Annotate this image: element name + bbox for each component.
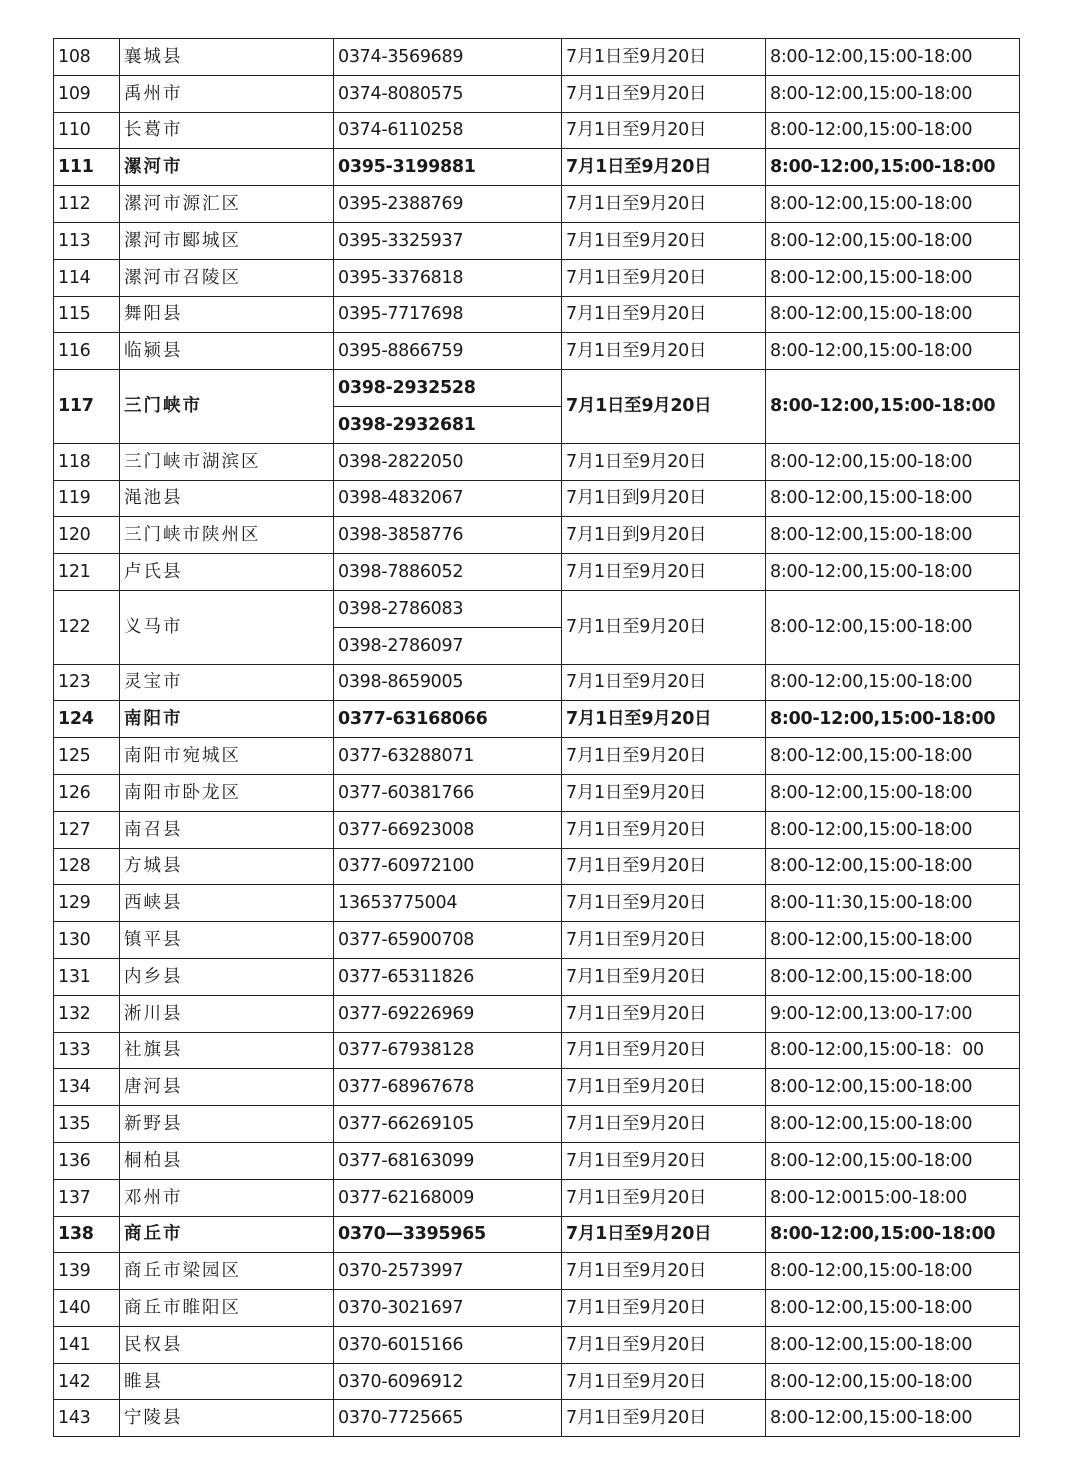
office-hours-cell: 8:00-12:00,15:00-18:00 xyxy=(766,75,1020,112)
office-hours-cell: 8:00-12:00,15:00-18:00 xyxy=(766,1216,1020,1253)
row-number-cell: 109 xyxy=(54,75,120,112)
date-range-cell: 7月1日至9月20日 xyxy=(562,774,766,811)
date-range-cell: 7月1日到9月20日 xyxy=(562,480,766,517)
region-name-cell: 漯河市召陵区 xyxy=(120,259,334,296)
phone-cell: 0377-63288071 xyxy=(334,738,562,775)
row-number-cell: 142 xyxy=(54,1363,120,1400)
row-number-cell: 141 xyxy=(54,1326,120,1363)
date-range-cell: 7月1日至9月20日 xyxy=(562,1253,766,1290)
table-row xyxy=(54,222,1020,259)
phone-cell: 0374-6110258 xyxy=(334,112,562,149)
office-hours-cell: 8:00-12:00,15:00-18：00 xyxy=(766,1032,1020,1069)
table-row xyxy=(54,1253,1020,1290)
office-hours-cell: 8:00-12:00,15:00-18:00 xyxy=(766,590,1020,664)
region-name-cell: 南召县 xyxy=(120,811,334,848)
office-hours-cell: 8:00-12:00,15:00-18:00 xyxy=(766,112,1020,149)
phone-cell: 0395-3376818 xyxy=(334,259,562,296)
row-number-cell: 131 xyxy=(54,958,120,995)
table-row xyxy=(54,259,1020,296)
date-range-cell: 7月1日至9月20日 xyxy=(562,590,766,664)
phone-cell: 0370-6096912 xyxy=(334,1363,562,1400)
date-range-cell: 7月1日至9月20日 xyxy=(562,370,766,444)
office-hours-cell: 8:00-12:00,15:00-18:00 xyxy=(766,811,1020,848)
date-range-cell: 7月1日至9月20日 xyxy=(562,39,766,76)
phone-cell: 0398-2822050 xyxy=(334,443,562,480)
office-hours-cell: 8:00-12:00,15:00-18:00 xyxy=(766,480,1020,517)
office-hours-cell: 8:00-12:00,15:00-18:00 xyxy=(766,848,1020,885)
row-number-cell: 123 xyxy=(54,664,120,701)
office-hours-cell: 8:00-12:0015:00-18:00 xyxy=(766,1179,1020,1216)
office-hours-cell: 8:00-12:00,15:00-18:00 xyxy=(766,774,1020,811)
phone-cell: 0370-2573997 xyxy=(334,1253,562,1290)
phone-cell: 0377-62168009 xyxy=(334,1179,562,1216)
region-name-cell: 漯河市郾城区 xyxy=(120,222,334,259)
phone-cell: 0395-8866759 xyxy=(334,333,562,370)
region-name-cell: 内乡县 xyxy=(120,958,334,995)
phone-cell: 0398-3858776 xyxy=(334,517,562,554)
date-range-cell: 7月1日至9月20日 xyxy=(562,664,766,701)
region-name-cell: 义马市 xyxy=(120,590,334,664)
office-hours-cell: 8:00-12:00,15:00-18:00 xyxy=(766,922,1020,959)
row-number-cell: 118 xyxy=(54,443,120,480)
phone-cell: 0370-6015166 xyxy=(334,1326,562,1363)
row-number-cell: 138 xyxy=(54,1216,120,1253)
date-range-cell: 7月1日至9月20日 xyxy=(562,995,766,1032)
row-number-cell: 121 xyxy=(54,554,120,591)
table-row xyxy=(54,922,1020,959)
phone-cell: 0370—3395965 xyxy=(334,1216,562,1253)
date-range-cell: 7月1日至9月20日 xyxy=(562,222,766,259)
office-hours-cell: 8:00-12:00,15:00-18:00 xyxy=(766,1069,1020,1106)
table-row xyxy=(54,885,1020,922)
date-range-cell: 7月1日至9月20日 xyxy=(562,811,766,848)
row-number-cell: 119 xyxy=(54,480,120,517)
table-row xyxy=(54,811,1020,848)
table-row xyxy=(54,333,1020,370)
office-hours-cell: 8:00-12:00,15:00-18:00 xyxy=(766,1326,1020,1363)
date-range-cell: 7月1日至9月20日 xyxy=(562,296,766,333)
region-name-cell: 长葛市 xyxy=(120,112,334,149)
phone-cell: 0398-4832067 xyxy=(334,480,562,517)
row-number-cell: 137 xyxy=(54,1179,120,1216)
table-row xyxy=(54,664,1020,701)
table-row xyxy=(54,995,1020,1032)
table-row xyxy=(54,296,1020,333)
office-hours-cell: 8:00-12:00,15:00-18:00 xyxy=(766,1253,1020,1290)
row-number-cell: 114 xyxy=(54,259,120,296)
row-number-cell: 113 xyxy=(54,222,120,259)
table-row xyxy=(54,112,1020,149)
table-row xyxy=(54,517,1020,554)
office-hours-cell: 8:00-12:00,15:00-18:00 xyxy=(766,1290,1020,1327)
date-range-cell: 7月1日至9月20日 xyxy=(562,1363,766,1400)
region-name-cell: 襄城县 xyxy=(120,39,334,76)
phone-cell: 0398-2786097 xyxy=(334,627,562,664)
table-row xyxy=(54,554,1020,591)
row-number-cell: 116 xyxy=(54,333,120,370)
phone-cell: 0377-68967678 xyxy=(334,1069,562,1106)
phone-cell: 0395-2388769 xyxy=(334,186,562,223)
region-name-cell: 漯河市 xyxy=(120,149,334,186)
table-row xyxy=(54,1069,1020,1106)
table-body xyxy=(54,39,1020,1437)
table-row xyxy=(54,443,1020,480)
row-number-cell: 129 xyxy=(54,885,120,922)
table-row xyxy=(54,1400,1020,1437)
phone-cell: 0377-65311826 xyxy=(334,958,562,995)
row-number-cell: 122 xyxy=(54,590,120,664)
region-name-cell: 镇平县 xyxy=(120,922,334,959)
office-hours-cell: 8:00-12:00,15:00-18:00 xyxy=(766,958,1020,995)
date-range-cell: 7月1日至9月20日 xyxy=(562,958,766,995)
office-hours-cell: 8:00-12:00,15:00-18:00 xyxy=(766,1106,1020,1143)
office-hours-cell: 8:00-12:00,15:00-18:00 xyxy=(766,443,1020,480)
date-range-cell: 7月1日到9月20日 xyxy=(562,517,766,554)
date-range-cell: 7月1日至9月20日 xyxy=(562,1400,766,1437)
date-range-cell: 7月1日至9月20日 xyxy=(562,1142,766,1179)
office-hours-cell: 8:00-12:00,15:00-18:00 xyxy=(766,1363,1020,1400)
date-range-cell: 7月1日至9月20日 xyxy=(562,1032,766,1069)
table-row xyxy=(54,1142,1020,1179)
date-range-cell: 7月1日至9月20日 xyxy=(562,1069,766,1106)
office-hours-cell: 8:00-12:00,15:00-18:00 xyxy=(766,664,1020,701)
region-name-cell: 商丘市 xyxy=(120,1216,334,1253)
region-name-cell: 南阳市 xyxy=(120,701,334,738)
table-row xyxy=(54,590,1020,627)
phone-cell: 0374-8080575 xyxy=(334,75,562,112)
row-number-cell: 126 xyxy=(54,774,120,811)
row-number-cell: 140 xyxy=(54,1290,120,1327)
schedule-table xyxy=(53,38,1020,1437)
table-row xyxy=(54,1179,1020,1216)
table-row xyxy=(54,39,1020,76)
date-range-cell: 7月1日至9月20日 xyxy=(562,259,766,296)
row-number-cell: 117 xyxy=(54,370,120,444)
row-number-cell: 127 xyxy=(54,811,120,848)
phone-cell: 0377-67938128 xyxy=(334,1032,562,1069)
region-name-cell: 三门峡市陕州区 xyxy=(120,517,334,554)
region-name-cell: 方城县 xyxy=(120,848,334,885)
date-range-cell: 7月1日至9月20日 xyxy=(562,1216,766,1253)
region-name-cell: 三门峡市 xyxy=(120,370,334,444)
region-name-cell: 卢氏县 xyxy=(120,554,334,591)
office-hours-cell: 8:00-12:00,15:00-18:00 xyxy=(766,149,1020,186)
region-name-cell: 睢县 xyxy=(120,1363,334,1400)
phone-cell: 0395-3325937 xyxy=(334,222,562,259)
row-number-cell: 128 xyxy=(54,848,120,885)
phone-cell: 0398-2932681 xyxy=(334,406,562,443)
table-row xyxy=(54,701,1020,738)
row-number-cell: 115 xyxy=(54,296,120,333)
region-name-cell: 宁陵县 xyxy=(120,1400,334,1437)
region-name-cell: 社旗县 xyxy=(120,1032,334,1069)
row-number-cell: 124 xyxy=(54,701,120,738)
date-range-cell: 7月1日至9月20日 xyxy=(562,1106,766,1143)
office-hours-cell: 8:00-11:30,15:00-18:00 xyxy=(766,885,1020,922)
row-number-cell: 130 xyxy=(54,922,120,959)
date-range-cell: 7月1日至9月20日 xyxy=(562,922,766,959)
table-row xyxy=(54,1326,1020,1363)
row-number-cell: 135 xyxy=(54,1106,120,1143)
region-name-cell: 南阳市卧龙区 xyxy=(120,774,334,811)
region-name-cell: 桐柏县 xyxy=(120,1142,334,1179)
region-name-cell: 民权县 xyxy=(120,1326,334,1363)
phone-cell: 0377-63168066 xyxy=(334,701,562,738)
phone-cell: 0377-68163099 xyxy=(334,1142,562,1179)
table-row xyxy=(54,1290,1020,1327)
date-range-cell: 7月1日至9月20日 xyxy=(562,443,766,480)
table-row xyxy=(54,1363,1020,1400)
date-range-cell: 7月1日至9月20日 xyxy=(562,1290,766,1327)
office-hours-cell: 8:00-12:00,15:00-18:00 xyxy=(766,259,1020,296)
table-row xyxy=(54,1106,1020,1143)
region-name-cell: 三门峡市湖滨区 xyxy=(120,443,334,480)
table-row xyxy=(54,480,1020,517)
row-number-cell: 133 xyxy=(54,1032,120,1069)
phone-cell: 0377-65900708 xyxy=(334,922,562,959)
office-hours-cell: 8:00-12:00,15:00-18:00 xyxy=(766,39,1020,76)
office-hours-cell: 8:00-12:00,15:00-18:00 xyxy=(766,738,1020,775)
phone-cell: 0370-3021697 xyxy=(334,1290,562,1327)
office-hours-cell: 8:00-12:00,15:00-18:00 xyxy=(766,222,1020,259)
office-hours-cell: 9:00-12:00,13:00-17:00 xyxy=(766,995,1020,1032)
table-row xyxy=(54,75,1020,112)
date-range-cell: 7月1日至9月20日 xyxy=(562,738,766,775)
row-number-cell: 139 xyxy=(54,1253,120,1290)
date-range-cell: 7月1日至9月20日 xyxy=(562,885,766,922)
date-range-cell: 7月1日至9月20日 xyxy=(562,186,766,223)
row-number-cell: 108 xyxy=(54,39,120,76)
row-number-cell: 132 xyxy=(54,995,120,1032)
office-hours-cell: 8:00-12:00,15:00-18:00 xyxy=(766,554,1020,591)
region-name-cell: 西峡县 xyxy=(120,885,334,922)
date-range-cell: 7月1日至9月20日 xyxy=(562,1179,766,1216)
row-number-cell: 111 xyxy=(54,149,120,186)
phone-cell: 0370-7725665 xyxy=(334,1400,562,1437)
region-name-cell: 渑池县 xyxy=(120,480,334,517)
table-row xyxy=(54,738,1020,775)
table-row xyxy=(54,1216,1020,1253)
office-hours-cell: 8:00-12:00,15:00-18:00 xyxy=(766,1142,1020,1179)
office-hours-cell: 8:00-12:00,15:00-18:00 xyxy=(766,333,1020,370)
phone-cell: 0398-2932528 xyxy=(334,370,562,407)
region-name-cell: 淅川县 xyxy=(120,995,334,1032)
table-row xyxy=(54,149,1020,186)
row-number-cell: 143 xyxy=(54,1400,120,1437)
phone-cell: 13653775004 xyxy=(334,885,562,922)
region-name-cell: 禹州市 xyxy=(120,75,334,112)
phone-cell: 0374-3569689 xyxy=(334,39,562,76)
region-name-cell: 南阳市宛城区 xyxy=(120,738,334,775)
office-hours-cell: 8:00-12:00,15:00-18:00 xyxy=(766,370,1020,444)
table-row xyxy=(54,958,1020,995)
date-range-cell: 7月1日至9月20日 xyxy=(562,149,766,186)
office-hours-cell: 8:00-12:00,15:00-18:00 xyxy=(766,186,1020,223)
phone-cell: 0377-66923008 xyxy=(334,811,562,848)
region-name-cell: 漯河市源汇区 xyxy=(120,186,334,223)
region-name-cell: 唐河县 xyxy=(120,1069,334,1106)
region-name-cell: 商丘市梁园区 xyxy=(120,1253,334,1290)
date-range-cell: 7月1日至9月20日 xyxy=(562,701,766,738)
date-range-cell: 7月1日至9月20日 xyxy=(562,848,766,885)
table-row xyxy=(54,370,1020,407)
row-number-cell: 120 xyxy=(54,517,120,554)
row-number-cell: 136 xyxy=(54,1142,120,1179)
region-name-cell: 新野县 xyxy=(120,1106,334,1143)
date-range-cell: 7月1日至9月20日 xyxy=(562,75,766,112)
region-name-cell: 临颍县 xyxy=(120,333,334,370)
phone-cell: 0395-3199881 xyxy=(334,149,562,186)
region-name-cell: 灵宝市 xyxy=(120,664,334,701)
phone-cell: 0377-60381766 xyxy=(334,774,562,811)
table-row xyxy=(54,774,1020,811)
date-range-cell: 7月1日至9月20日 xyxy=(562,1326,766,1363)
row-number-cell: 134 xyxy=(54,1069,120,1106)
office-hours-cell: 8:00-12:00,15:00-18:00 xyxy=(766,296,1020,333)
row-number-cell: 125 xyxy=(54,738,120,775)
phone-cell: 0398-7886052 xyxy=(334,554,562,591)
region-name-cell: 邓州市 xyxy=(120,1179,334,1216)
office-hours-cell: 8:00-12:00,15:00-18:00 xyxy=(766,1400,1020,1437)
row-number-cell: 110 xyxy=(54,112,120,149)
phone-cell: 0377-69226969 xyxy=(334,995,562,1032)
table-row xyxy=(54,848,1020,885)
office-hours-cell: 8:00-12:00,15:00-18:00 xyxy=(766,517,1020,554)
table-row xyxy=(54,186,1020,223)
office-hours-cell: 8:00-12:00,15:00-18:00 xyxy=(766,701,1020,738)
date-range-cell: 7月1日至9月20日 xyxy=(562,112,766,149)
table-row xyxy=(54,1032,1020,1069)
phone-cell: 0377-60972100 xyxy=(334,848,562,885)
phone-cell: 0395-7717698 xyxy=(334,296,562,333)
region-name-cell: 舞阳县 xyxy=(120,296,334,333)
date-range-cell: 7月1日至9月20日 xyxy=(562,554,766,591)
row-number-cell: 112 xyxy=(54,186,120,223)
date-range-cell: 7月1日至9月20日 xyxy=(562,333,766,370)
phone-cell: 0377-66269105 xyxy=(334,1106,562,1143)
phone-cell: 0398-8659005 xyxy=(334,664,562,701)
region-name-cell: 商丘市睢阳区 xyxy=(120,1290,334,1327)
phone-cell: 0398-2786083 xyxy=(334,590,562,627)
